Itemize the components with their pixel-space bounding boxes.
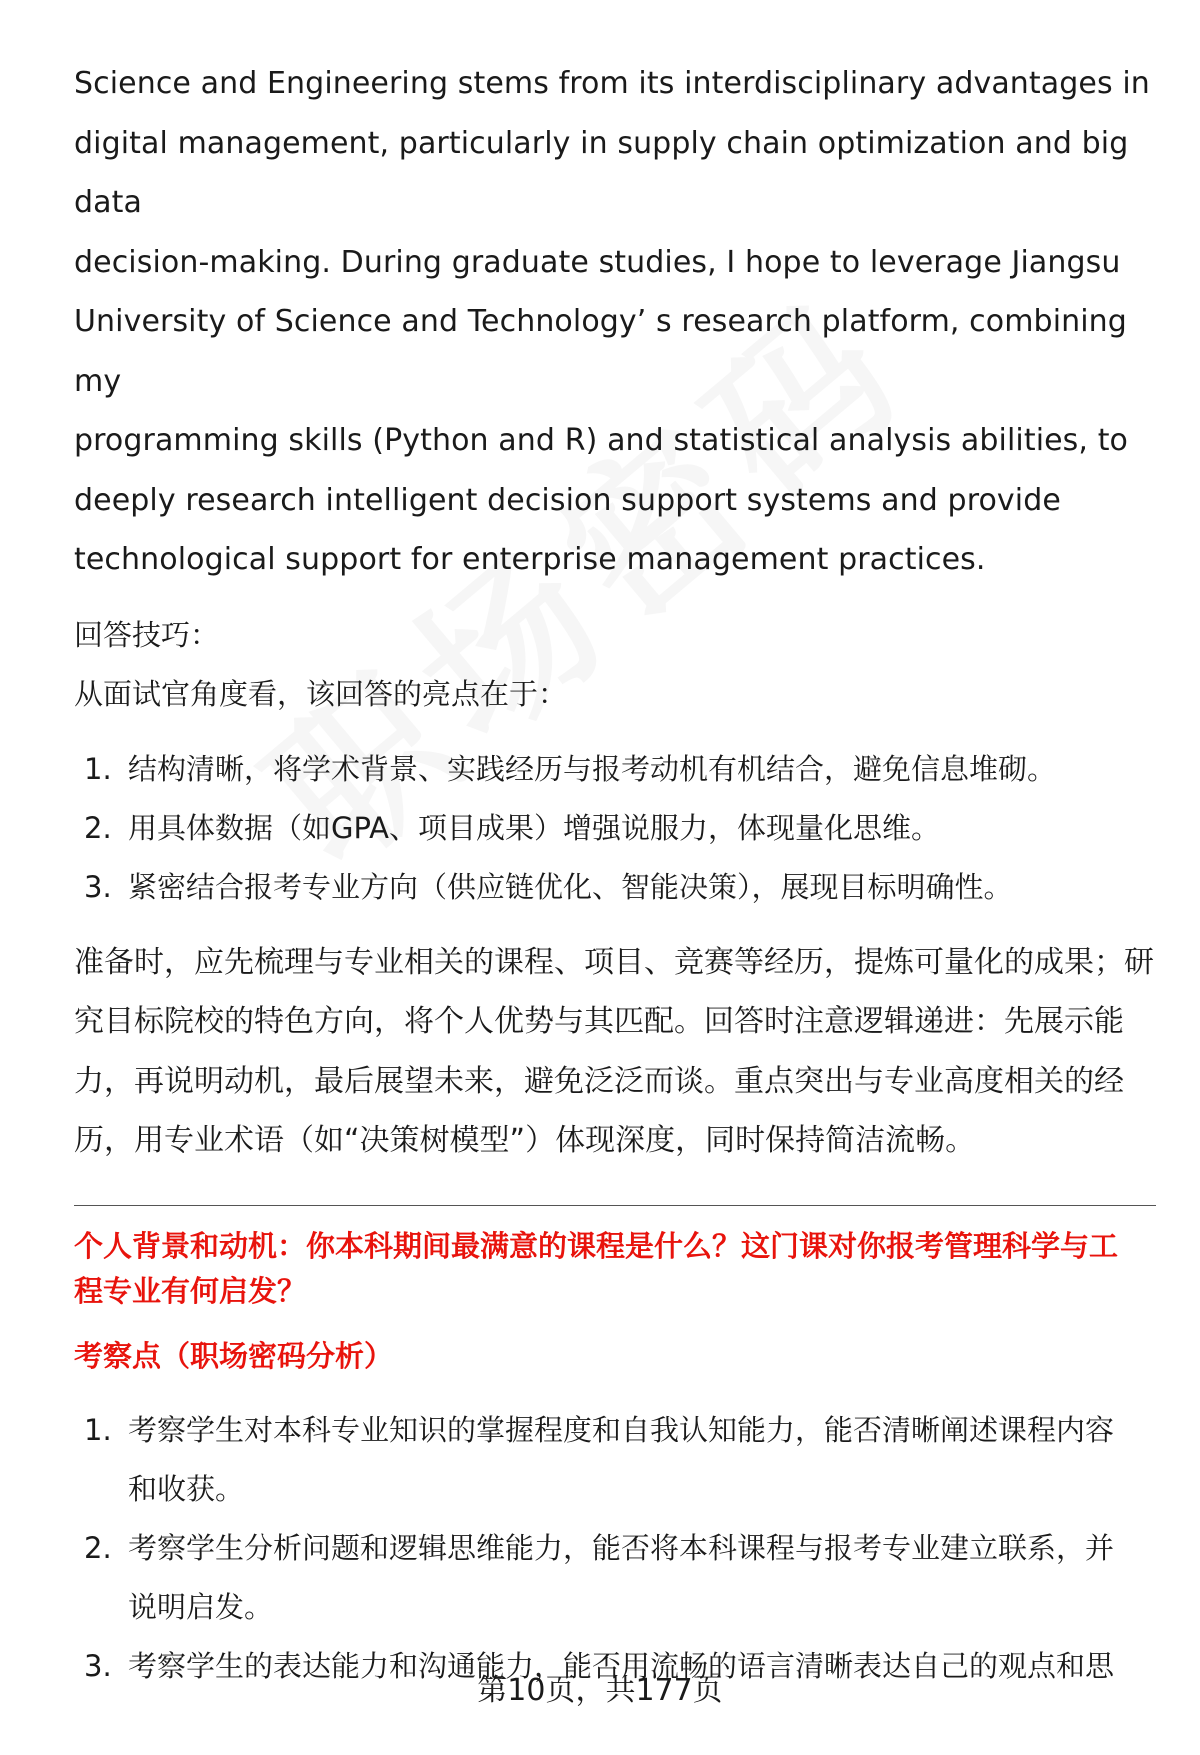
prep-line: 力，再说明动机，最后展望未来，避免泛泛而谈。重点突出与专业高度相关的经 bbox=[74, 1063, 1124, 1099]
list-text: 结构清晰，将学术背景、实践经历与报考动机有机结合，避免信息堆砌。 bbox=[128, 751, 1057, 786]
list-text: 考察学生的表达能力和沟通能力，能否用流畅的语言清晰表达自己的观点和思 bbox=[128, 1648, 1115, 1683]
intro-line: University of Science and Technology’ s research platform, combining my bbox=[74, 304, 1127, 399]
prep-line: 准备时，应先梳理与专业相关的课程、项目、竞赛等经历，提炼可量化的成果；研 bbox=[74, 944, 1154, 980]
list-text: 和收获。 bbox=[128, 1471, 245, 1506]
list-item bbox=[74, 1401, 1154, 1519]
list-text: 说明启发。 bbox=[128, 1589, 274, 1624]
question-line: 程专业有何启发？ bbox=[74, 1273, 307, 1308]
list-number: 3. bbox=[84, 1648, 112, 1683]
page-number-footer: 第10页，共177页 bbox=[477, 1673, 723, 1708]
intro-line: programming skills (Python and R) and statistical analysis abilities, to bbox=[74, 423, 1129, 458]
list-item bbox=[74, 858, 1154, 917]
list-item bbox=[74, 799, 1154, 858]
list-text: 紧密结合报考专业方向（供应链优化、智能决策），展现目标明确性。 bbox=[128, 869, 1013, 904]
highlights-list bbox=[74, 740, 1154, 917]
question-line: 个人背景和动机：你本科期间最满意的课程是什么？这门课对你报考管理科学与工 bbox=[74, 1228, 1119, 1263]
assessment-heading: 考察点（职场密码分析） bbox=[74, 1338, 394, 1373]
tips-intro: 从面试官角度看，该回答的亮点在于： bbox=[74, 676, 568, 711]
list-number: 3. bbox=[84, 869, 112, 904]
list-text: 考察学生对本科专业知识的掌握程度和自我认知能力，能否清晰阐述课程内容 bbox=[128, 1412, 1115, 1447]
list-item bbox=[74, 1519, 1154, 1637]
list-number: 1. bbox=[84, 751, 112, 786]
intro-line: Science and Engineering stems from its interdisciplinary advantages in bbox=[74, 66, 1150, 101]
page-content bbox=[74, 54, 1154, 1696]
intro-line: technological support for enterprise management practices. bbox=[74, 542, 986, 577]
list-text: 用具体数据（如GPA、项目成果）增强说服力，体现量化思维。 bbox=[128, 810, 940, 845]
list-number: 2. bbox=[84, 1530, 112, 1565]
intro-line: digital management, particularly in supply chain optimization and big data bbox=[74, 125, 1129, 220]
intro-paragraph bbox=[74, 54, 1154, 590]
list-text: 考察学生分析问题和逻辑思维能力，能否将本科课程与报考专业建立联系，并 bbox=[128, 1530, 1115, 1565]
prep-line: 历，用专业术语（如“决策树模型”）体现深度，同时保持简洁流畅。 bbox=[74, 1123, 976, 1158]
prep-line: 究目标院校的特色方向，将个人优势与其匹配。回答时注意逻辑递进：先展示能 bbox=[74, 1004, 1124, 1039]
question-heading bbox=[74, 1224, 1154, 1314]
list-number: 2. bbox=[84, 810, 112, 845]
list-item bbox=[74, 740, 1154, 799]
intro-line: deeply research intelligent decision support systems and provide bbox=[74, 482, 1061, 518]
tips-label: 回答技巧： bbox=[74, 617, 220, 652]
list-number: 1. bbox=[84, 1412, 112, 1447]
prep-paragraph bbox=[74, 933, 1154, 1171]
intro-line: decision-making. During graduate studies, I hope to leverage Jiangsu bbox=[74, 244, 1121, 280]
assessment-list bbox=[74, 1401, 1154, 1696]
